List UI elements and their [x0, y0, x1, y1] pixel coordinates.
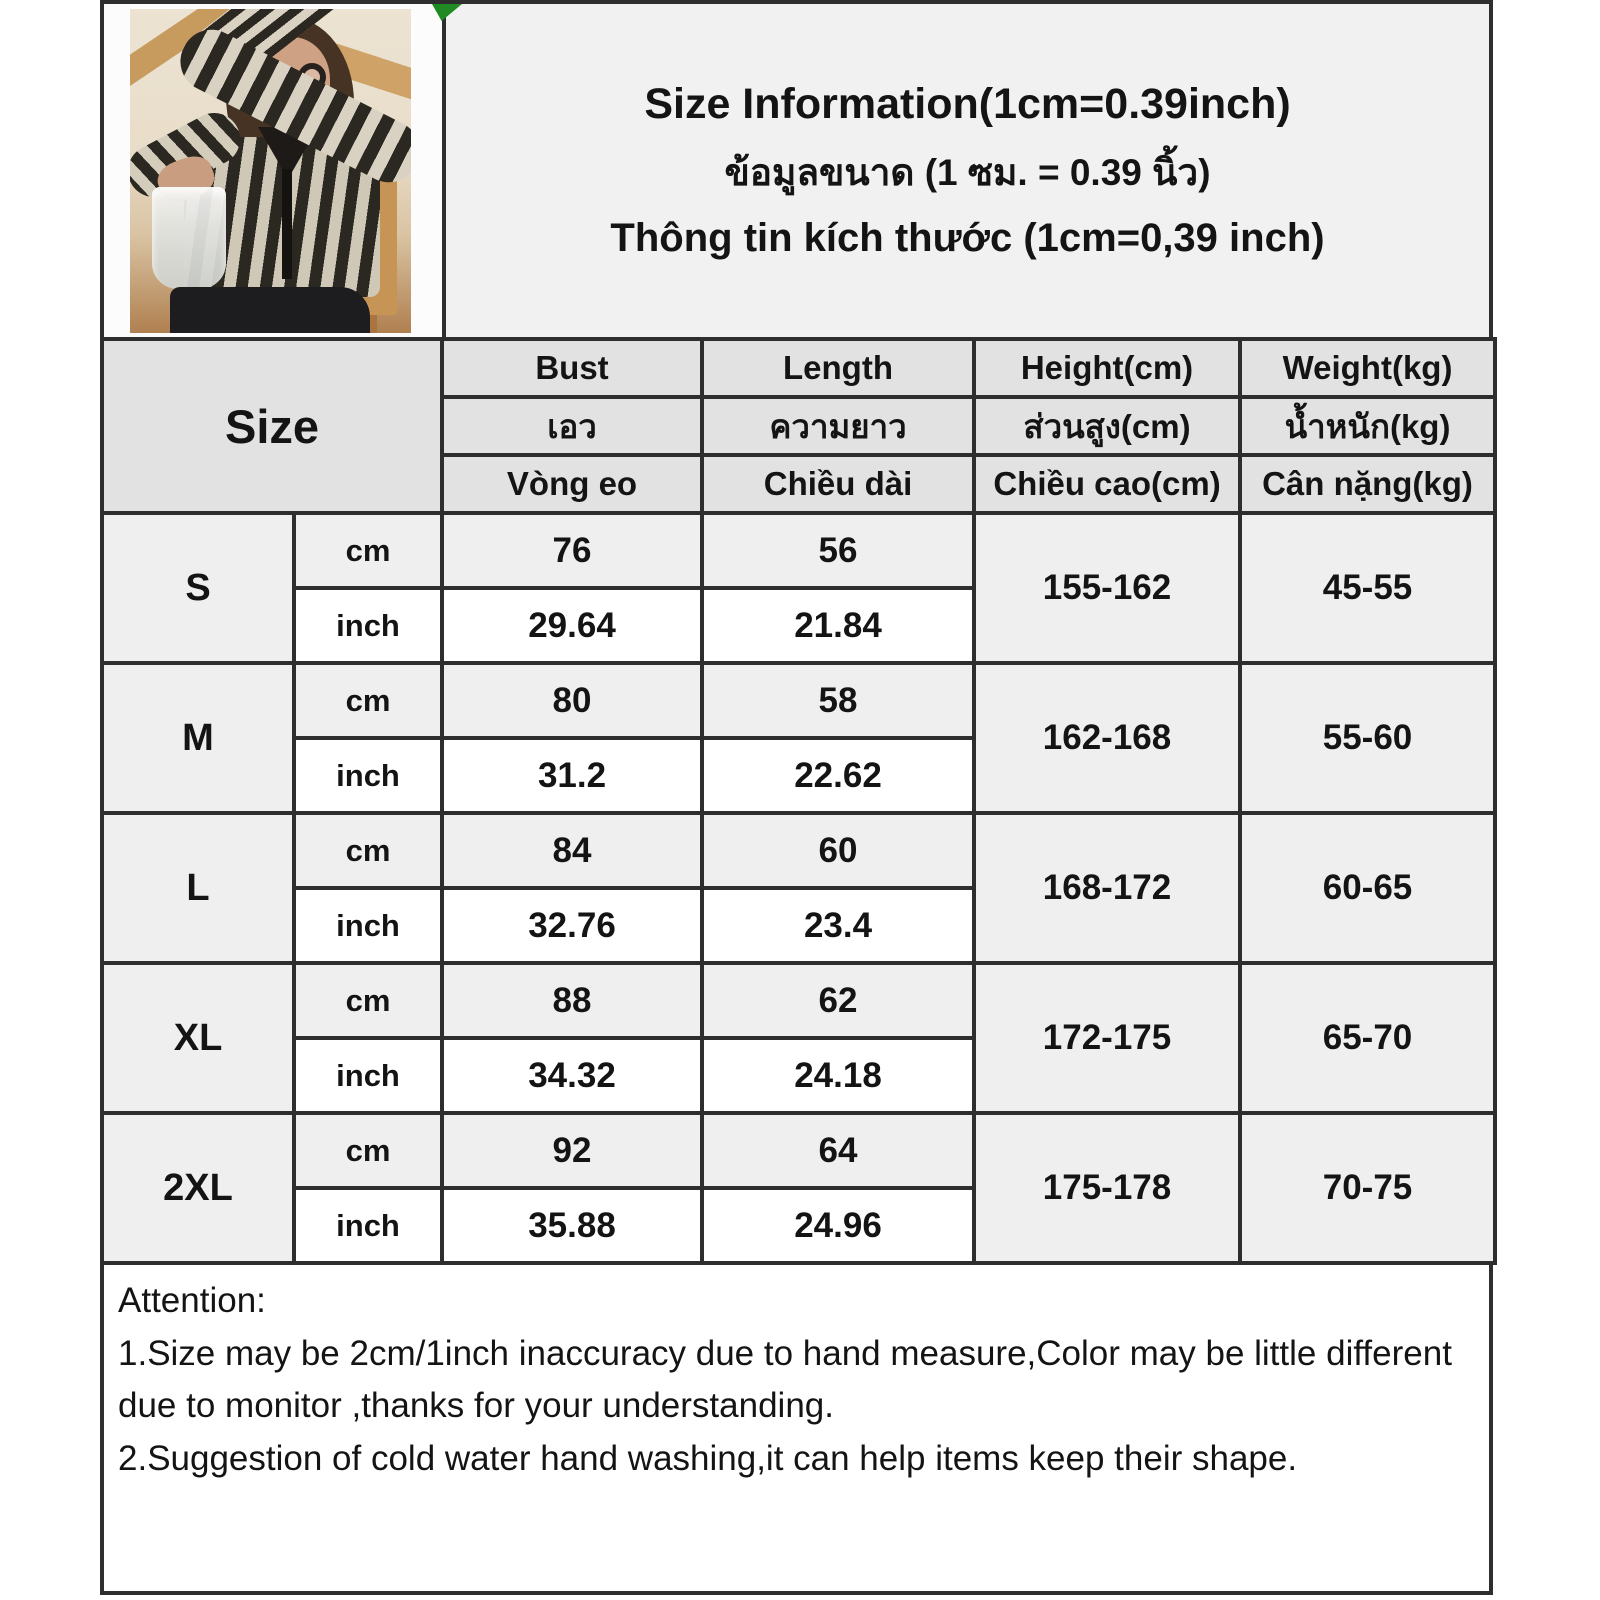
water-glass	[152, 187, 226, 289]
length-inch-2xl: 24.96	[702, 1188, 974, 1263]
header-length-vi: Chiều dài	[702, 455, 974, 513]
bust-inch-2xl: 35.88	[442, 1188, 702, 1263]
header-length-en: Length	[702, 339, 974, 397]
attention-heading: Attention:	[118, 1281, 266, 1320]
attention-note-2: 2.Suggestion of cold water hand washing,it can help items keep their shape.	[118, 1438, 1298, 1478]
size-cell-s: S	[102, 513, 294, 663]
length-inch-s: 21.84	[702, 588, 974, 663]
header-bust-en: Bust	[442, 339, 702, 397]
hoodie-placket	[282, 169, 292, 279]
attention-note-1: 1.Size may be 2cm/1inch inaccuracy due to hand measure,Color may be little different due to monitor ,thanks for your understanding.	[118, 1333, 1452, 1425]
length-inch-xl: 24.18	[702, 1038, 974, 1113]
unit-inch: inch	[294, 888, 442, 963]
height-xl: 172-175	[974, 963, 1240, 1113]
header-bust-th: เอว	[442, 397, 702, 455]
bust-cm-m: 80	[442, 663, 702, 738]
header-length-th: ความยาว	[702, 397, 974, 455]
bust-cm-xl: 88	[442, 963, 702, 1038]
length-inch-l: 23.4	[702, 888, 974, 963]
header-height-vi: Chiều cao(cm)	[974, 455, 1240, 513]
header-row-english	[102, 339, 1495, 397]
weight-l: 60-65	[1240, 813, 1495, 963]
photo-scene	[130, 9, 411, 333]
title-english: Size Information(1cm=0.39inch)	[644, 80, 1291, 128]
unit-inch: inch	[294, 588, 442, 663]
table-row	[102, 813, 1495, 888]
size-cell-xl: XL	[102, 963, 294, 1113]
bust-inch-xl: 34.32	[442, 1038, 702, 1113]
size-cell-2xl: 2XL	[102, 1113, 294, 1263]
size-cell-m: M	[102, 663, 294, 813]
weight-m: 55-60	[1240, 663, 1495, 813]
header-bust-vi: Vòng eo	[442, 455, 702, 513]
length-cm-xl: 62	[702, 963, 974, 1038]
length-cm-m: 58	[702, 663, 974, 738]
bust-inch-m: 31.2	[442, 738, 702, 813]
header-weight-vi: Cân nặng(kg)	[1240, 455, 1495, 513]
header-weight-en: Weight(kg)	[1240, 339, 1495, 397]
size-info-header	[446, 4, 1489, 337]
height-l: 168-172	[974, 813, 1240, 963]
table-row	[102, 663, 1495, 738]
header-height-en: Height(cm)	[974, 339, 1240, 397]
length-cm-s: 56	[702, 513, 974, 588]
table-row	[102, 1113, 1495, 1188]
table-row	[102, 963, 1495, 1038]
title-vietnamese: Thông tin kích thước (1cm=0,39 inch)	[610, 216, 1325, 260]
unit-inch: inch	[294, 738, 442, 813]
header-size: Size	[102, 339, 442, 513]
title-thai: ข้อมูลขนาด (1 ซม. = 0.39 นิ้ว)	[724, 152, 1211, 193]
unit-cm: cm	[294, 513, 442, 588]
height-2xl: 175-178	[974, 1113, 1240, 1263]
table-row	[102, 513, 1495, 588]
bust-inch-s: 29.64	[442, 588, 702, 663]
height-m: 162-168	[974, 663, 1240, 813]
length-cm-l: 60	[702, 813, 974, 888]
bust-cm-l: 84	[442, 813, 702, 888]
height-s: 155-162	[974, 513, 1240, 663]
unit-inch: inch	[294, 1188, 442, 1263]
attention-section	[100, 1265, 1493, 1595]
size-cell-l: L	[102, 813, 294, 963]
header-weight-th: น้ำหนัก(kg)	[1240, 397, 1495, 455]
weight-s: 45-55	[1240, 513, 1495, 663]
unit-cm: cm	[294, 963, 442, 1038]
product-photo	[104, 4, 446, 337]
length-cm-2xl: 64	[702, 1113, 974, 1188]
unit-cm: cm	[294, 663, 442, 738]
size-chart-sheet	[100, 0, 1493, 1595]
unit-inch: inch	[294, 1038, 442, 1113]
bust-inch-l: 32.76	[442, 888, 702, 963]
bust-cm-2xl: 92	[442, 1113, 702, 1188]
weight-xl: 65-70	[1240, 963, 1495, 1113]
header-height-th: ส่วนสูง(cm)	[974, 397, 1240, 455]
weight-2xl: 70-75	[1240, 1113, 1495, 1263]
unit-cm: cm	[294, 1113, 442, 1188]
bust-cm-s: 76	[442, 513, 702, 588]
length-inch-m: 22.62	[702, 738, 974, 813]
size-table	[100, 337, 1497, 1265]
dark-pants	[170, 287, 370, 333]
top-section	[100, 0, 1493, 337]
unit-cm: cm	[294, 813, 442, 888]
